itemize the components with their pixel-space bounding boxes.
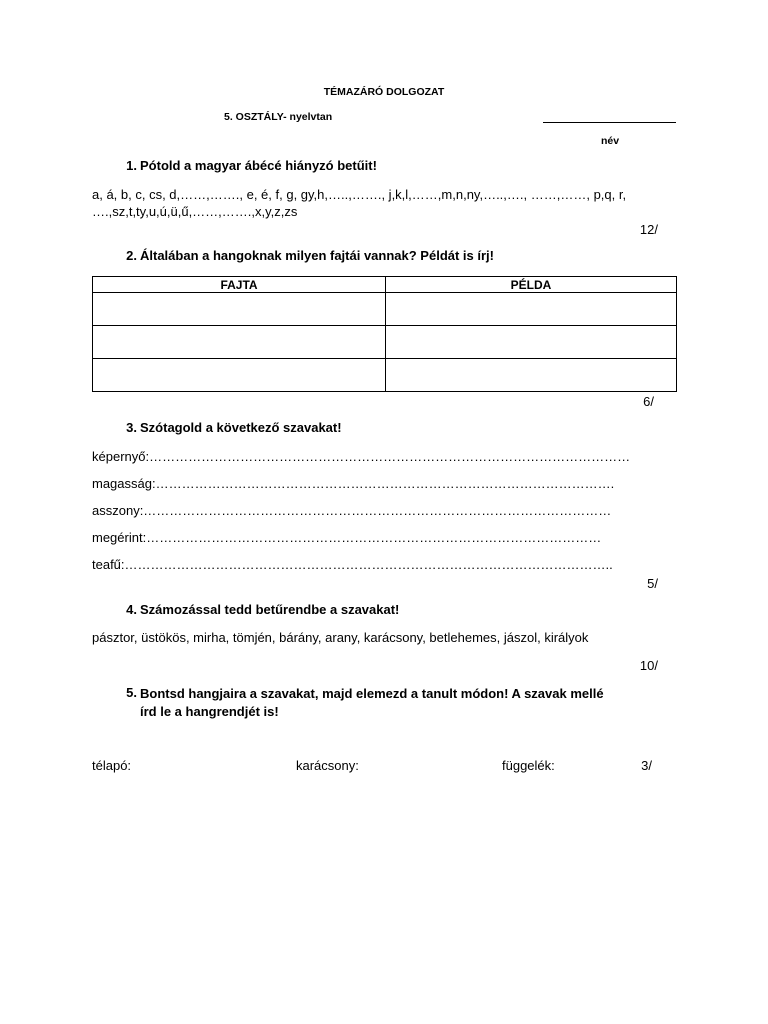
question-3-score: 5/ [647,576,658,591]
word-list: pásztor, üstökös, mirha, tömjén, bárány, arany, karácsony, betlehemes, jászol, királyok [92,630,589,645]
table-row [93,326,677,359]
question-5-score: 3/ [641,758,652,773]
table-row [93,293,677,326]
analysis-word-karacsony: karácsony: [296,758,359,773]
question-4-heading [117,602,617,620]
question-2-score: 6/ [643,394,654,409]
question-1-text: Pótold a magyar ábécé hiányzó betűit! [140,158,377,173]
question-1-heading [117,158,617,176]
kind-cell[interactable] [93,293,386,326]
question-4-number: 4. [126,602,137,617]
sound-kinds-table [92,276,677,392]
example-cell[interactable] [386,359,677,392]
table-header-row [93,277,677,293]
question-3-number: 3. [126,420,137,435]
syllable-line-magassag[interactable]: magasság:……………………………………………………………………………………………. [92,476,615,491]
column-header-kind: FAJTA [93,277,386,293]
alphabet-line-2: ….,sz,t,ty,u,ú,ü,ű,……,…….,x,y,z,zs [92,204,298,219]
kind-cell[interactable] [93,326,386,359]
question-5-number: 5. [126,685,137,700]
example-cell[interactable] [386,293,677,326]
page-title: TÉMAZÁRÓ DOLGOZAT [323,86,445,98]
syllable-line-kepernyo[interactable]: képernyő:………………………………………………………………………………………………… [92,449,631,464]
question-1-score: 12/ [639,222,658,237]
question-3-text: Szótagold a következő szavakat! [140,420,342,435]
question-5-text: Bontsd hangjaira a szavakat, majd elemezd a tanult módon! A szavak mellé írd le a hangrendjét is! [140,686,604,719]
question-2-number: 2. [126,248,137,263]
analysis-word-fuggelek: függelék: [502,758,555,773]
syllable-line-asszony[interactable]: asszony:……………………………………………………………………………………………… [92,503,612,518]
column-header-example: PÉLDA [386,277,677,293]
name-label: név [601,135,620,147]
question-4-text: Számozással tedd betűrendbe a szavakat! [140,602,400,617]
analysis-word-telapo: télapó: [92,758,132,773]
question-4-score: 10/ [639,658,658,673]
name-blank-line [543,114,676,123]
syllable-line-megerint[interactable]: megérint:…………………………………………………………………………………………… [92,530,602,545]
kind-cell[interactable] [93,359,386,392]
question-2-heading [117,248,617,266]
syllable-line-teafu[interactable]: teafű:………………………………………………………………………………………………….. [92,557,613,572]
example-cell[interactable] [386,326,677,359]
question-5-heading [117,685,627,725]
question-3-heading [117,420,617,438]
question-2-text: Általában a hangoknak milyen fajtái vannak? Példát is írj! [140,248,494,263]
table-row [93,359,677,392]
class-subject-line: 5. OSZTÁLY- nyelvtan [224,111,333,123]
alphabet-line-1: a, á, b, c, cs, d,……,……., e, é, f, g, gy,h,…..,……., j,k,l,……,m,n,ny,…..,…., ……,……, p,q, r, [92,187,627,202]
question-1-number: 1. [126,158,137,173]
